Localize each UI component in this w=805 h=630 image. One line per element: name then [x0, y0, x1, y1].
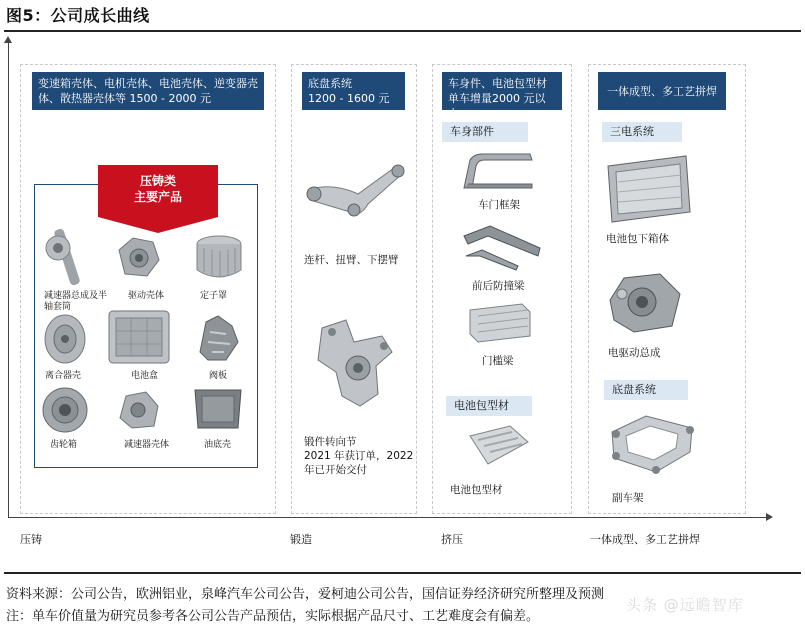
- part-label-oil-pan: 油底壳: [204, 440, 232, 450]
- x-label-forging: 锻造: [290, 533, 312, 546]
- part-label-gearbox: 齿轮箱: [50, 440, 78, 450]
- battery-lower-box-image: [602, 152, 694, 226]
- valve-plate-image: [196, 312, 242, 364]
- steering-knuckle-image: [312, 316, 396, 410]
- clutch-housing-image: [40, 312, 90, 366]
- integrated-item-e-drive: 电驱动总成: [608, 347, 661, 359]
- value-note: 注：单车价值量为研究员参考各公司公告产品预估，实际根据产品尺寸、工艺难度会有偏差。: [6, 609, 540, 624]
- part-label-clutch-housing: 离合器壳: [45, 371, 82, 381]
- x-label-die-casting: 压铸: [20, 533, 42, 546]
- stage3-sub-body-parts: 车身部件: [442, 122, 528, 142]
- x-axis: [8, 517, 768, 518]
- stage1-header: 变速箱壳体、电机壳体、电池壳体、逆变器壳体、散热器壳体等 1500 - 2000 元: [32, 72, 264, 110]
- battery-profile-image: [466, 424, 532, 470]
- y-axis-arrow: [4, 36, 12, 43]
- die-casting-banner: 压铸类 主要产品: [98, 165, 218, 217]
- reducer-housing-image: [116, 388, 162, 432]
- oil-pan-image: [192, 384, 244, 434]
- footer-rule: [4, 572, 801, 574]
- forging-caption-arms: 连杆、扭臂、下摆臂: [304, 254, 399, 266]
- integrated-item-subframe: 副车架: [612, 492, 644, 504]
- sill-beam-image: [466, 302, 534, 344]
- part-label-valve-plate: 阀板: [209, 371, 228, 381]
- gearbox-image: [40, 384, 90, 436]
- stage3-sub-battery-profile: 电池包型材: [446, 396, 532, 416]
- extrusion-item-bumper-beam: 前后防撞梁: [472, 280, 525, 292]
- x-axis-arrow: [766, 513, 773, 521]
- reducer-assembly-image: [40, 226, 92, 288]
- source-note: 资料来源：公司公告，欧洲铝业，泉峰汽车公司公告，爱柯迪公司公告，国信证券经济研究所整理及预测: [6, 587, 605, 602]
- stage4-header: 一体成型、多工艺拼焊: [598, 72, 726, 110]
- x-label-integrated-casting: 一体成型、多工艺拼焊: [590, 533, 700, 546]
- forging-caption-knuckle: 锻件转向节 2021 年获订单，2022 年已开始交付: [304, 436, 414, 476]
- part-label-reducer-assembly: 减速器总成及半轴套筒: [44, 291, 108, 312]
- stage3-header: 车身件、电池包型材 单车增量2000 元以上: [442, 72, 562, 110]
- door-frame-image: [460, 152, 536, 192]
- stage4-sub-chassis: 底盘系统: [604, 380, 688, 400]
- bumper-beam-image: [460, 222, 544, 272]
- stage4-sub-electric-systems: 三电系统: [602, 122, 682, 142]
- part-label-battery-box: 电池盒: [131, 371, 159, 381]
- figure-title: 图5：公司成长曲线: [6, 6, 150, 25]
- part-label-reducer-housing: 减速器壳体: [124, 440, 170, 450]
- stator-cover-image: [192, 232, 246, 284]
- part-label-drive-housing: 驱动壳体: [128, 291, 165, 301]
- stage2-header: 底盘系统 1200 - 1600 元: [302, 72, 405, 110]
- control-arm-image: [302, 160, 406, 224]
- drive-housing-image: [113, 232, 163, 282]
- extrusion-item-battery-profile: 电池包型材: [450, 484, 503, 496]
- e-drive-assembly-image: [604, 270, 684, 336]
- subframe-image: [606, 408, 696, 480]
- watermark: 头条 @远瞻智库: [626, 596, 744, 614]
- extrusion-item-door-frame: 车门框架: [478, 199, 520, 211]
- integrated-item-battery-box: 电池包下箱体: [606, 233, 669, 245]
- part-label-stator-cover: 定子罩: [200, 291, 228, 301]
- battery-box-image: [106, 308, 172, 366]
- y-axis: [8, 40, 9, 518]
- extrusion-item-sill-beam: 门槛梁: [482, 355, 514, 367]
- title-rule: [4, 30, 801, 32]
- x-label-extrusion: 挤压: [441, 533, 463, 546]
